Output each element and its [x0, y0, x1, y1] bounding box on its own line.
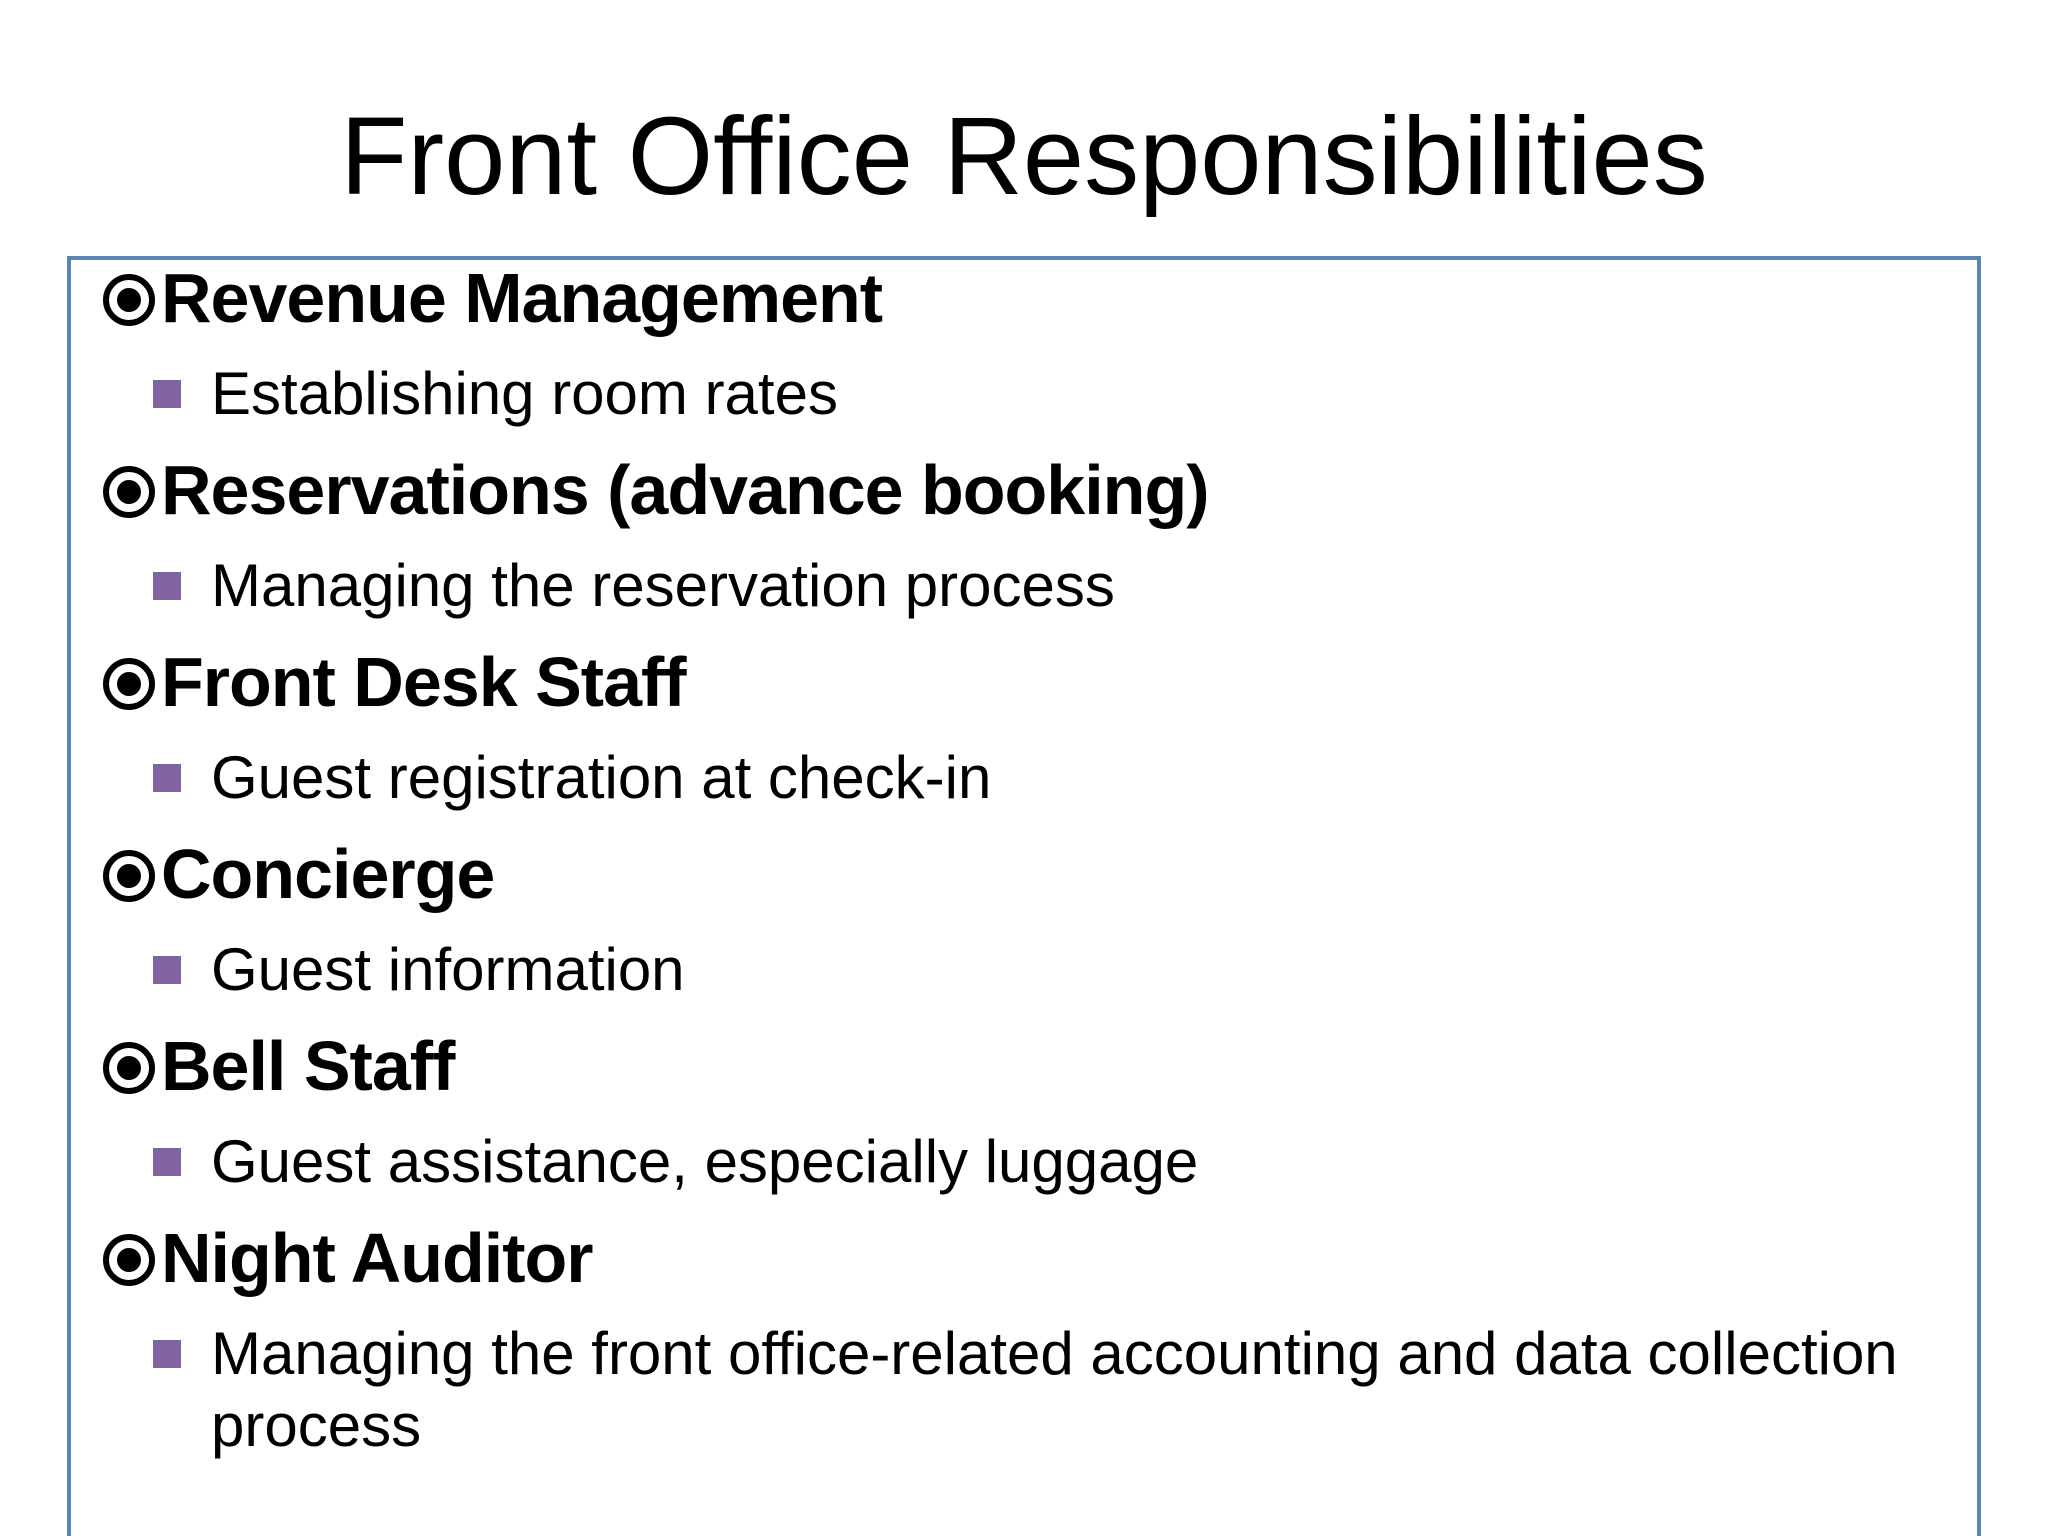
square-bullet-icon [153, 1148, 181, 1176]
detail-text: Guest registration at check-in [211, 744, 992, 811]
detail-text: Guest assistance, especially luggage [211, 1128, 1199, 1195]
square-bullet-icon [153, 380, 181, 408]
list-item-detail [153, 1126, 1933, 1198]
heading-text: Revenue Management [161, 259, 883, 337]
radio-bullet-icon [101, 460, 161, 520]
radio-bullet-icon [101, 652, 161, 712]
content-box [67, 256, 1981, 1536]
list-item-detail [153, 358, 1933, 430]
list-item-heading [101, 834, 494, 914]
square-bullet-icon [153, 764, 181, 792]
square-bullet-icon [153, 1340, 181, 1368]
list-item-heading [101, 1218, 593, 1298]
heading-text: Concierge [161, 835, 495, 913]
square-bullet-icon [153, 956, 181, 984]
list-item-heading [101, 1026, 454, 1106]
list-item-detail [153, 742, 1933, 814]
list-item-detail [153, 550, 1933, 622]
list-item-heading [101, 450, 1209, 530]
radio-bullet-icon [101, 1036, 161, 1096]
list-item-detail [153, 1318, 1933, 1462]
heading-text: Reservations (advance booking) [161, 451, 1209, 529]
heading-text: Bell Staff [161, 1027, 455, 1105]
detail-text: Guest information [211, 936, 685, 1003]
heading-text: Front Desk Staff [161, 643, 686, 721]
radio-bullet-icon [101, 1228, 161, 1288]
slide-title: Front Office Responsibilities [340, 95, 1708, 218]
radio-bullet-icon [101, 268, 161, 328]
heading-text: Night Auditor [161, 1219, 593, 1297]
detail-text: Establishing room rates [211, 360, 838, 427]
detail-text: Managing the reservation process [211, 552, 1115, 619]
list-item-detail [153, 934, 1933, 1006]
radio-bullet-icon [101, 844, 161, 904]
list-item-heading [101, 258, 882, 338]
list-item-heading [101, 642, 686, 722]
square-bullet-icon [153, 572, 181, 600]
detail-text: Managing the front office-related accounting and data collection process [211, 1320, 1898, 1459]
